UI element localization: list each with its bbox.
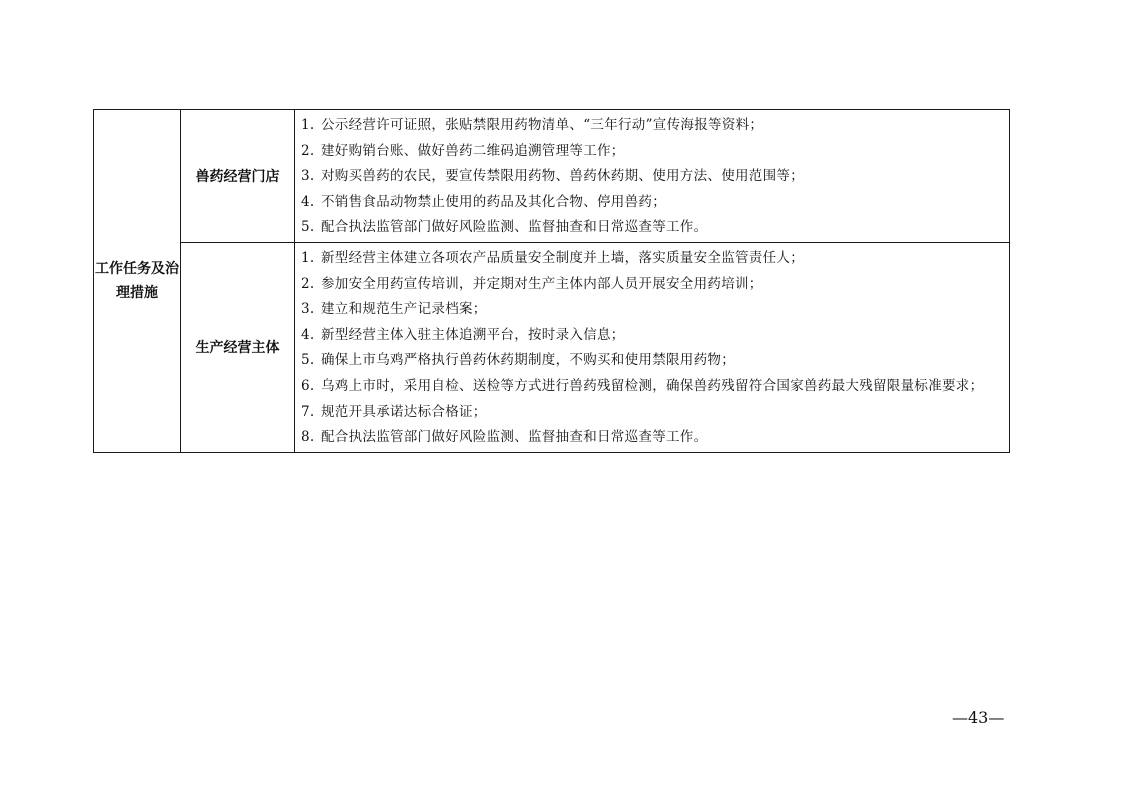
subject-cell-producer xyxy=(181,242,295,452)
task-table xyxy=(93,109,1010,453)
category-label: 工作任务及治理措施 xyxy=(95,260,179,301)
subject-cell-retail xyxy=(181,110,295,243)
list-item: 8. 配合执法监管部门做好风险监测、监督抽查和日常巡查等工作。 xyxy=(301,429,708,446)
list-item: 4. 不销售食品动物禁止使用的药品及其化合物、停用兽药； xyxy=(301,193,666,210)
items-cell-retail xyxy=(295,110,1010,243)
list-item: 3. 对购买兽药的农民，要宣传禁限用药物、兽药休药期、使用方法、使用范围等； xyxy=(301,168,804,185)
list-item: 5. 配合执法监管部门做好风险监测、监督抽查和日常巡查等工作。 xyxy=(301,219,708,236)
list-item: 3. 建立和规范生产记录档案； xyxy=(301,301,487,318)
list-item: 5. 确保上市乌鸡严格执行兽药休药期制度，不购买和使用禁限用药物； xyxy=(301,352,735,369)
list-item: 1. 公示经营许可证照，张贴禁限用药物清单、“三年行动”宣传海报等资料； xyxy=(301,117,764,133)
page-number: —43— xyxy=(952,708,1005,727)
table-row-retail xyxy=(94,110,1010,243)
table-row-producer xyxy=(94,242,1010,452)
list-item: 4. 新型经营主体入驻主体追溯平台，按时录入信息； xyxy=(301,326,625,343)
category-cell xyxy=(94,110,181,453)
list-item: 7. 规范开具承诺达标合格证； xyxy=(301,403,487,420)
subject-label-retail: 兽药经营门店 xyxy=(195,168,280,185)
list-item: 1. 新型经营主体建立各项农产品质量安全制度并上墙，落实质量安全监管责任人； xyxy=(301,249,804,266)
subject-label-producer: 生产经营主体 xyxy=(195,340,280,357)
list-item: 2. 参加安全用药宣传培训，并定期对生产主体内部人员开展安全用药培训； xyxy=(301,275,763,292)
list-item: 6. 乌鸡上市时，采用自检、送检等方式进行兽药残留检测，确保兽药残留符合国家兽药最大残留限量标准要求； xyxy=(301,377,984,394)
list-item: 2. 建好购销台账、做好兽药二维码追溯管理等工作； xyxy=(301,142,625,159)
items-cell-producer xyxy=(295,242,1010,452)
